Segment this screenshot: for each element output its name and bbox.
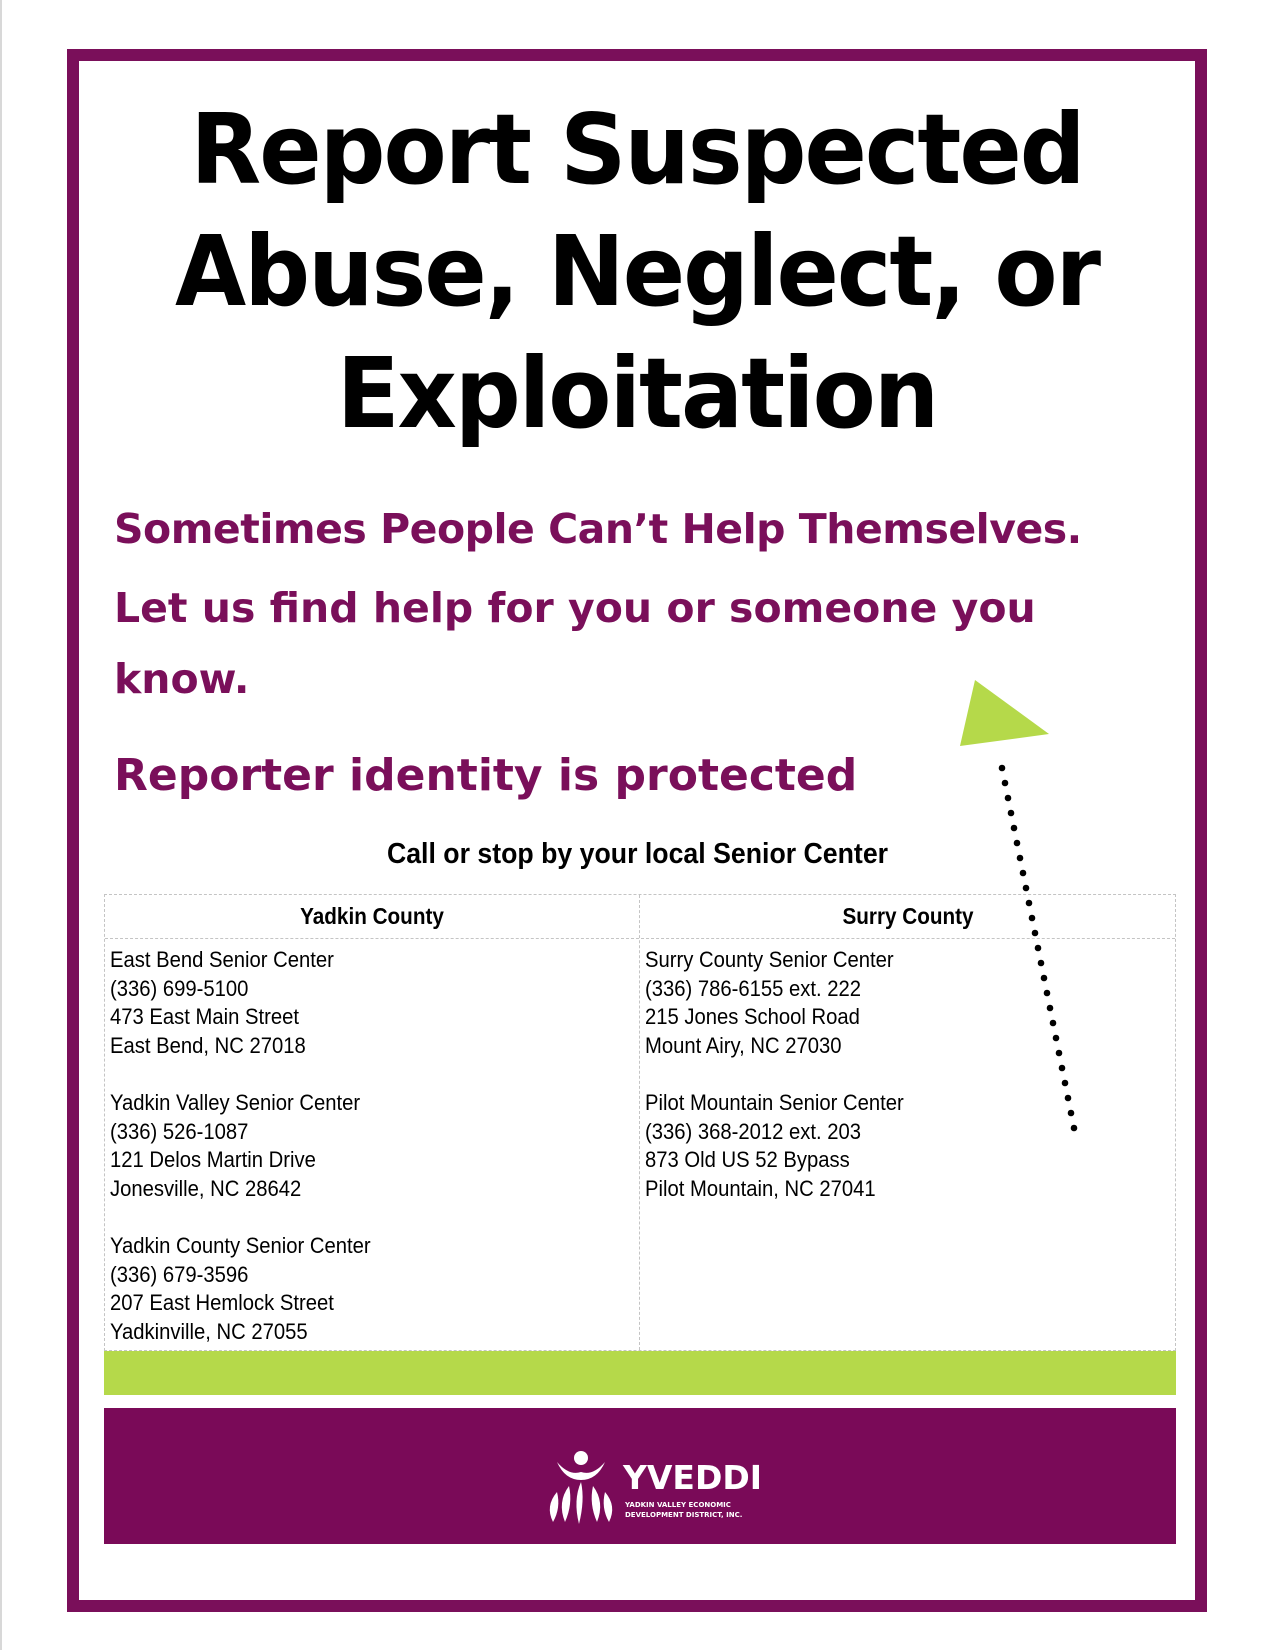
table-header-divider	[105, 938, 1175, 939]
page-edge	[0, 0, 2, 1650]
subtitle-help-themselves: Sometimes People Can’t Help Themselves.	[114, 505, 1082, 553]
center-street: 215 Jones School Road	[645, 1004, 860, 1029]
call-instruction: Call or stop by your local Senior Center	[386, 838, 889, 870]
center-name: East Bend Senior Center	[110, 947, 334, 972]
subtitle-identity-protected: Reporter identity is protected	[114, 750, 858, 801]
center-phone: (336) 699-5100	[110, 975, 249, 1001]
center-phone: (336) 526-1087	[110, 1118, 249, 1144]
center-street: 207 East Hemlock Street	[110, 1290, 334, 1315]
arrowhead-triangle	[960, 680, 1049, 746]
yveddi-logo	[543, 1448, 763, 1528]
list-item	[110, 1232, 371, 1346]
center-name: Yadkin County Senior Center	[110, 1233, 371, 1258]
center-name: Surry County Senior Center	[645, 947, 894, 972]
center-street: 121 Delos Martin Drive	[110, 1147, 316, 1172]
subtitle-find-help-line-2: know.	[114, 655, 250, 703]
center-street: 473 East Main Street	[110, 1004, 300, 1029]
logo-tagline-line-1: YADKIN VALLEY ECONOMIC	[625, 1501, 731, 1509]
center-city: Mount Airy, NC 27030	[645, 1032, 842, 1058]
center-phone: (336) 786-6155 ext. 222	[645, 975, 862, 1001]
list-item	[645, 946, 894, 1060]
center-city: Yadkinville, NC 27055	[110, 1318, 308, 1344]
figure-logo-icon	[543, 1448, 619, 1528]
lime-accent-bar	[104, 1351, 1176, 1395]
list-item	[110, 1089, 360, 1203]
logo-tagline-line-2: DEVELOPMENT DISTRICT, INC.	[625, 1511, 743, 1519]
center-phone: (336) 368-2012 ext. 203	[645, 1118, 862, 1144]
table-column-divider	[639, 895, 640, 1350]
yadkin-county-header: Yadkin County	[300, 903, 444, 929]
center-phone: (336) 679-3596	[110, 1261, 249, 1287]
logo-wordmark: YVEDDI	[623, 1458, 763, 1497]
center-street: 873 Old US 52 Bypass	[645, 1147, 850, 1172]
title-line-2: Abuse, Neglect, or	[175, 214, 1099, 329]
center-name: Pilot Mountain Senior Center	[645, 1090, 904, 1115]
center-city: Jonesville, NC 28642	[110, 1175, 302, 1201]
title-line-1: Report Suspected	[190, 92, 1084, 207]
center-city: Pilot Mountain, NC 27041	[645, 1175, 876, 1201]
list-item	[110, 946, 334, 1060]
surry-county-header: Surry County	[842, 903, 974, 929]
subtitle-find-help-line-1: Let us find help for you or someone you	[114, 584, 1036, 632]
center-name: Yadkin Valley Senior Center	[110, 1090, 361, 1115]
logo-tagline	[625, 1500, 742, 1520]
list-item	[645, 1089, 904, 1203]
center-city: East Bend, NC 27018	[110, 1032, 306, 1058]
title-line-3: Exploitation	[336, 336, 938, 451]
senior-center-table	[104, 894, 1176, 1351]
